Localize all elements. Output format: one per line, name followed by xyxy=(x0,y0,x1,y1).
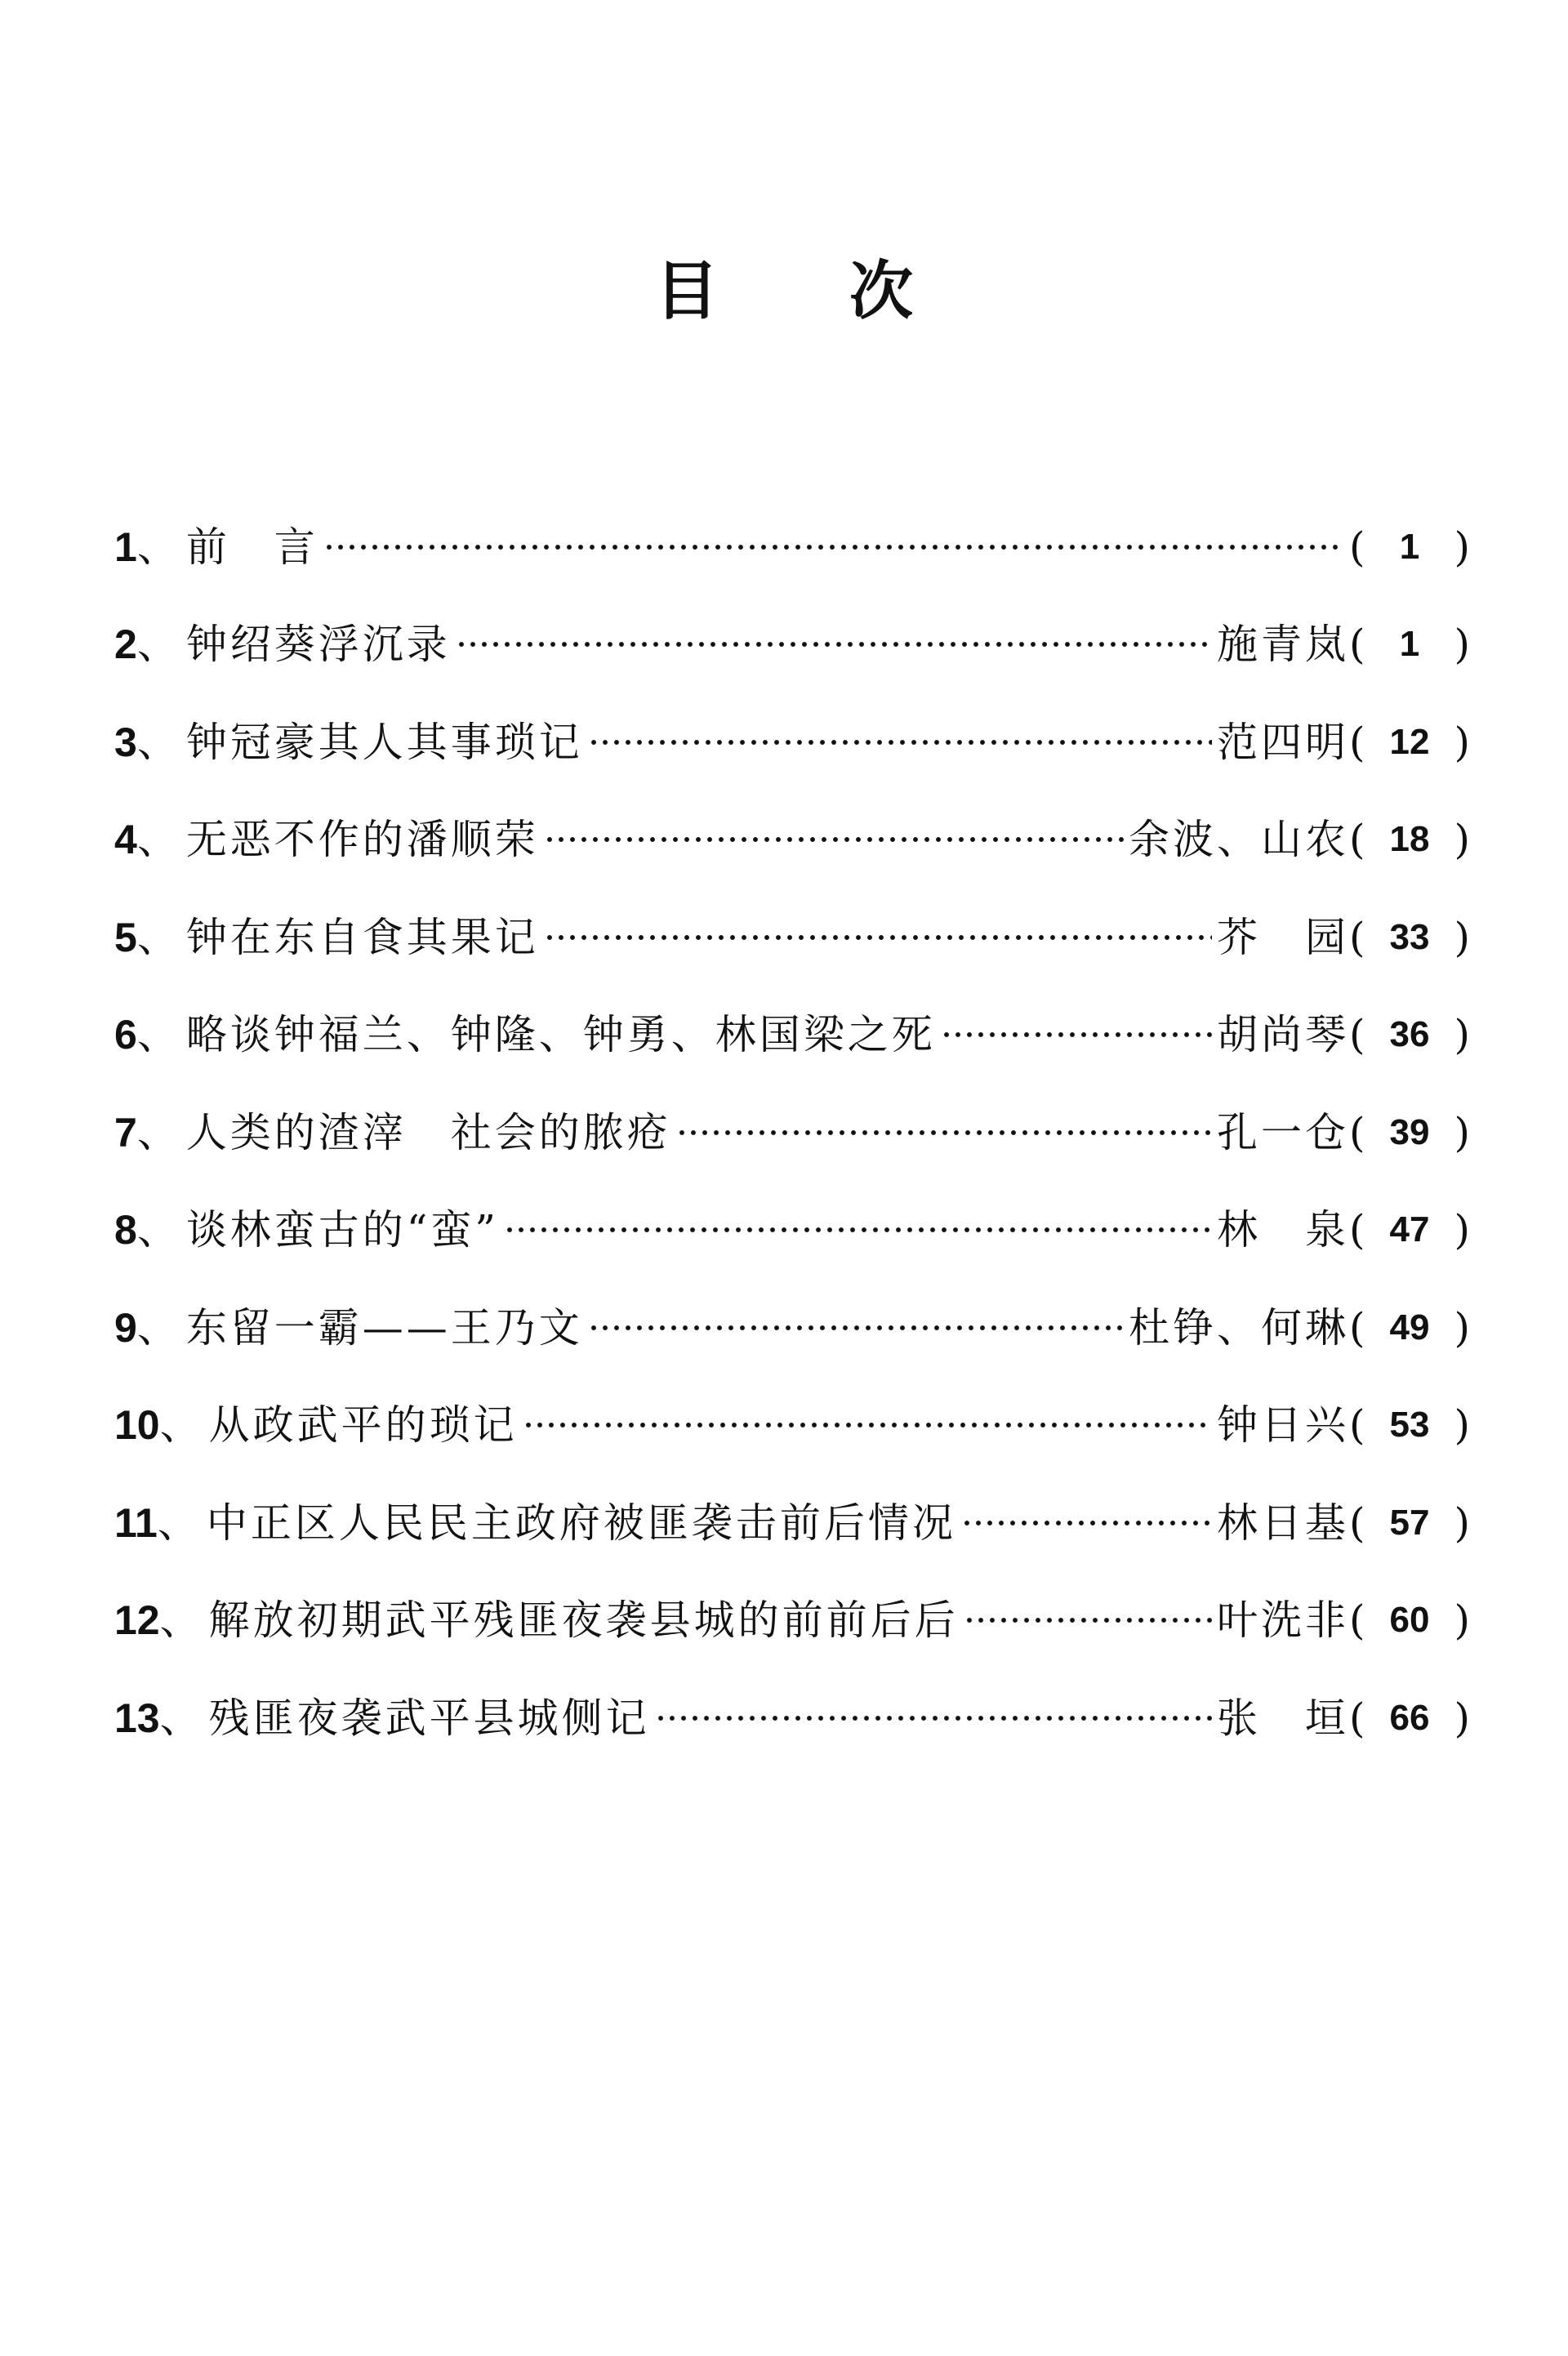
open-paren: ( xyxy=(1349,1499,1365,1547)
dot-leader xyxy=(961,1503,1212,1543)
close-paren: ) xyxy=(1454,718,1470,766)
dot-leader xyxy=(523,1405,1212,1445)
entry-number: 8 xyxy=(114,1207,137,1254)
entry-page-number: 12 xyxy=(1389,721,1430,762)
entry-number: 2 xyxy=(114,621,137,668)
entry-page-ref xyxy=(1349,816,1470,864)
entry-author: 杜铮、何琳 xyxy=(1129,1303,1349,1352)
entry-author: 叶洗非 xyxy=(1217,1597,1349,1645)
toc-entry-11[interactable] xyxy=(114,1474,1470,1572)
entry-separator: 、 xyxy=(136,1011,178,1059)
entry-page-ref xyxy=(1349,523,1470,571)
dot-leader xyxy=(964,1600,1212,1641)
entry-author: 孔一仓 xyxy=(1217,1108,1349,1156)
entry-page-ref xyxy=(1349,621,1470,669)
dot-leader xyxy=(544,819,1124,860)
entry-title: 无恶不作的潘顺荣 xyxy=(185,816,539,864)
close-paren: ) xyxy=(1454,621,1470,669)
entry-separator: 、 xyxy=(136,1108,178,1156)
open-paren: ( xyxy=(1349,913,1365,961)
toc-entry-2[interactable] xyxy=(114,596,1470,694)
entry-separator: 、 xyxy=(136,1303,178,1352)
toc-entry-8[interactable] xyxy=(114,1182,1470,1280)
entry-separator: 、 xyxy=(159,1597,201,1645)
title-char-1: 目 xyxy=(654,254,719,328)
toc-entry-12[interactable] xyxy=(114,1572,1470,1670)
toc-entry-10[interactable] xyxy=(114,1377,1470,1475)
dot-leader xyxy=(456,624,1212,665)
open-paren: ( xyxy=(1349,1694,1365,1742)
open-paren: ( xyxy=(1349,1011,1365,1059)
entry-page-number: 1 xyxy=(1399,624,1420,665)
entry-author: 施青岚 xyxy=(1217,621,1349,669)
table-of-contents xyxy=(114,498,1470,1767)
toc-entry-5[interactable] xyxy=(114,889,1470,986)
entry-number: 10 xyxy=(114,1402,160,1449)
entry-page-number: 49 xyxy=(1389,1307,1430,1347)
entry-number: 1 xyxy=(114,523,137,570)
entry-separator: 、 xyxy=(136,913,178,961)
entry-author: 余波、山农 xyxy=(1129,816,1349,864)
entry-number: 7 xyxy=(114,1109,137,1156)
close-paren: ) xyxy=(1454,1401,1470,1450)
dot-leader xyxy=(323,527,1344,568)
dot-leader xyxy=(588,722,1212,763)
entry-separator: 、 xyxy=(136,718,178,766)
entry-page-number: 39 xyxy=(1389,1111,1430,1152)
close-paren: ) xyxy=(1454,1694,1470,1742)
open-paren: ( xyxy=(1349,1206,1365,1254)
entry-page-ref xyxy=(1349,1303,1470,1352)
entry-title: 从政武平的琐记 xyxy=(208,1401,518,1450)
entry-page-ref xyxy=(1349,1694,1470,1742)
dot-leader xyxy=(655,1698,1212,1739)
entry-page-ref xyxy=(1349,1206,1470,1254)
entry-page-ref xyxy=(1349,1597,1470,1645)
entry-page-number: 36 xyxy=(1389,1014,1430,1055)
entry-number: 12 xyxy=(114,1597,160,1644)
entry-author: 范四明 xyxy=(1217,718,1349,766)
toc-entry-1[interactable] xyxy=(114,498,1470,596)
entry-number: 3 xyxy=(114,719,137,765)
entry-title: 残匪夜袭武平县城侧记 xyxy=(208,1694,650,1742)
entry-page-number: 33 xyxy=(1389,916,1430,957)
entry-page-ref xyxy=(1349,1108,1470,1156)
entry-page-number: 60 xyxy=(1389,1600,1430,1641)
entry-page-number: 18 xyxy=(1389,819,1430,860)
entry-title: 人类的渣滓 社会的脓疮 xyxy=(185,1108,671,1156)
open-paren: ( xyxy=(1349,816,1365,864)
toc-entry-4[interactable] xyxy=(114,791,1470,889)
entry-page-ref xyxy=(1349,1499,1470,1547)
entry-separator: 、 xyxy=(159,1401,201,1450)
entry-author: 林 泉 xyxy=(1217,1206,1349,1254)
close-paren: ) xyxy=(1454,1499,1470,1547)
entry-separator: 、 xyxy=(157,1499,198,1547)
toc-entry-6[interactable] xyxy=(114,986,1470,1084)
entry-separator: 、 xyxy=(136,523,178,571)
close-paren: ) xyxy=(1454,1011,1470,1059)
entry-title: 略谈钟福兰、钟隆、钟勇、林国梁之死 xyxy=(185,1011,936,1059)
entry-page-number: 66 xyxy=(1389,1697,1430,1738)
entry-number: 13 xyxy=(114,1695,160,1741)
entry-title: 东留一霸——王乃文 xyxy=(185,1303,583,1352)
open-paren: ( xyxy=(1349,621,1365,669)
toc-entry-7[interactable] xyxy=(114,1084,1470,1182)
entry-page-number: 57 xyxy=(1389,1502,1430,1543)
entry-author: 胡尚琴 xyxy=(1217,1011,1349,1059)
open-paren: ( xyxy=(1349,718,1365,766)
entry-separator: 、 xyxy=(159,1694,201,1742)
toc-entry-9[interactable] xyxy=(114,1279,1470,1377)
entry-page-number: 1 xyxy=(1399,526,1420,567)
entry-title: 解放初期武平残匪夜袭县城的前前后后 xyxy=(208,1597,959,1645)
entry-title: 前 言 xyxy=(185,523,318,571)
open-paren: ( xyxy=(1349,1597,1365,1645)
close-paren: ) xyxy=(1454,1108,1470,1156)
entry-page-ref xyxy=(1349,1401,1470,1450)
entry-separator: 、 xyxy=(136,816,178,864)
open-paren: ( xyxy=(1349,1303,1365,1352)
close-paren: ) xyxy=(1454,816,1470,864)
entry-title: 钟冠豪其人其事琐记 xyxy=(185,718,583,766)
entry-number: 6 xyxy=(114,1012,137,1058)
entry-author: 张 垣 xyxy=(1217,1694,1349,1742)
entry-title: 钟在东自食其果记 xyxy=(185,913,539,961)
open-paren: ( xyxy=(1349,1401,1365,1450)
entry-page-ref xyxy=(1349,1011,1470,1059)
entry-number: 5 xyxy=(114,914,137,960)
open-paren: ( xyxy=(1349,1108,1365,1156)
entry-author: 芥 园 xyxy=(1217,913,1349,961)
entry-page-number: 53 xyxy=(1389,1405,1430,1445)
entry-title: 钟绍葵浮沉录 xyxy=(185,621,451,669)
entry-page-ref xyxy=(1349,718,1470,766)
close-paren: ) xyxy=(1454,1206,1470,1254)
entry-separator: 、 xyxy=(136,621,178,669)
entry-author: 钟日兴 xyxy=(1217,1401,1349,1450)
close-paren: ) xyxy=(1454,523,1470,571)
entry-author: 林日基 xyxy=(1217,1499,1349,1547)
page-title xyxy=(0,254,1568,328)
dot-leader xyxy=(544,917,1212,958)
entry-number: 4 xyxy=(114,817,137,863)
close-paren: ) xyxy=(1454,1303,1470,1352)
entry-page-number: 47 xyxy=(1389,1209,1430,1250)
entry-number: 11 xyxy=(114,1499,158,1546)
entry-number: 9 xyxy=(114,1304,137,1351)
dot-leader xyxy=(941,1014,1212,1055)
open-paren: ( xyxy=(1349,523,1365,571)
dot-leader xyxy=(588,1307,1124,1348)
close-paren: ) xyxy=(1454,1597,1470,1645)
entry-title: 中正区人民民主政府被匪袭击前后情况 xyxy=(206,1499,956,1547)
toc-entry-13[interactable] xyxy=(114,1669,1470,1767)
entry-page-ref xyxy=(1349,913,1470,961)
close-paren: ) xyxy=(1454,913,1470,961)
title-char-2: 次 xyxy=(849,254,914,328)
entry-separator: 、 xyxy=(136,1206,178,1254)
dot-leader xyxy=(676,1112,1212,1153)
entry-title: 谈林蛮古的“蛮” xyxy=(185,1206,499,1254)
dot-leader xyxy=(504,1209,1212,1250)
toc-entry-3[interactable] xyxy=(114,693,1470,791)
